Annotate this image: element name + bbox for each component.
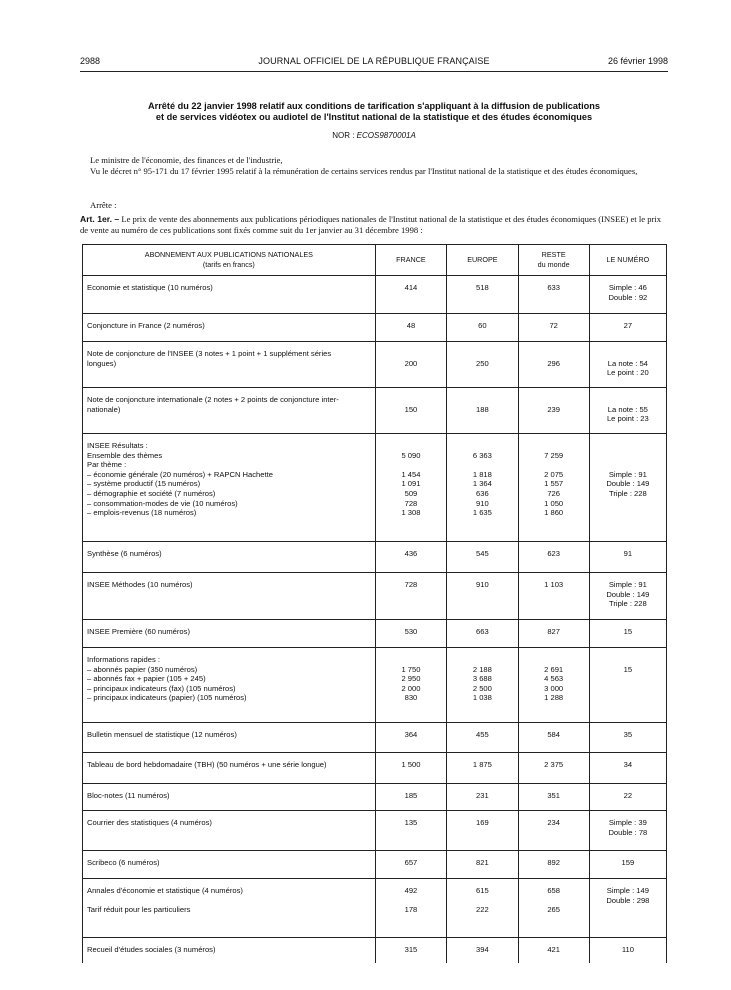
publication-line: Conjoncture in France (2 numéros) [87,321,205,330]
table-header-row [83,245,667,276]
europe-price-cell [447,542,518,573]
numero-price-line: Triple : 228 [609,488,647,498]
publication-cell [83,851,376,879]
reste-price-line: 623 [547,549,560,558]
numero-price-cell [589,314,666,342]
header-reste [518,245,589,276]
numero-price-line: Double : 149 [606,479,650,489]
article-label: Art. 1er. – [80,214,120,224]
france-price-cell [375,879,446,938]
reste-price-cell [518,648,589,723]
france-price-line: 178 [404,905,418,915]
france-price-cell [375,723,446,753]
europe-price-line: 545 [476,549,489,558]
numero-price-line [594,693,662,703]
publication-line: Informations rapides : [87,655,161,664]
numero-price-cell [589,753,666,784]
publication-line: Bloc-notes (11 numéros) [87,791,170,800]
publication-line: – système productif (15 numéros) [87,479,201,489]
header-publications-title: ABONNEMENT AUX PUBLICATIONS NATIONALES [144,250,313,260]
numero-price-cell [589,573,666,620]
reste-price-line: 2 375 [544,760,564,769]
reste-price-line [523,896,585,906]
reste-price-line [523,441,585,451]
reste-price-cell [518,811,589,851]
decree-title-line-1: Arrêté du 22 janvier 1998 relatif aux conditions de tarification s'appliquant à la diffusion de publications [148,101,600,111]
numero-price-cell [589,620,666,648]
reste-price-cell [518,753,589,784]
europe-price-cell [447,620,518,648]
reste-price-cell [518,434,589,542]
france-price-cell [375,342,446,388]
france-price-line: 364 [404,730,418,739]
numero-price-line: 159 [621,858,635,867]
europe-price-line: 663 [476,627,489,636]
publication-line: Recueil d'études sociales (3 numéros) [87,945,216,954]
france-price-cell [375,753,446,784]
france-price-line: 150 [404,404,418,414]
europe-price-line: 2 500 [472,683,492,693]
reste-price-line [523,395,585,405]
europe-price-line: 231 [476,791,489,800]
numero-price-line [594,684,662,694]
reste-price-line: 3 000 [544,683,564,693]
numero-price-line: 27 [623,321,633,330]
reste-price-cell [518,314,589,342]
publication-line: nationale) [87,404,121,414]
europe-price-line [451,460,513,470]
publication-line: – emplois-revenus (18 numéros) [87,508,197,518]
europe-price-cell [447,879,518,938]
europe-price-cell [447,753,518,784]
numero-price-cell [589,851,666,879]
europe-price-line: 1 364 [472,479,492,489]
reste-price-line: 827 [547,627,560,636]
france-price-cell [375,388,446,434]
table-row [83,388,667,434]
numero-price-cell [589,723,666,753]
europe-price-cell [447,434,518,542]
publication-cell [83,542,376,573]
numero-price-line: Simple : 46 [608,283,647,292]
header-rule [80,71,668,72]
europe-price-cell [447,573,518,620]
reste-price-line: 234 [547,818,560,827]
france-price-cell [375,573,446,620]
publication-line: Scribeco (6 numéros) [87,858,160,867]
france-price-cell [375,811,446,851]
publication-line: Economie et statistique (10 numéros) [87,283,213,292]
nor-code: ECOS9870001A [356,131,416,140]
reste-price-line [523,655,585,665]
publication-line: Note de conjoncture internationale (2 notes + 2 points de conjoncture inter- [87,395,339,404]
reste-price-line: 72 [549,321,558,330]
reste-price-line: 1 860 [544,508,564,518]
reste-price-cell [518,573,589,620]
europe-price-line: 222 [476,905,489,915]
numero-price-line [594,674,662,684]
numero-price-line: Triple : 228 [609,599,647,609]
europe-price-line: 518 [476,283,489,292]
reste-price-line: 892 [547,858,560,867]
france-price-line: 657 [404,858,418,867]
reste-price-line [523,460,585,470]
europe-price-line [451,655,513,665]
table-row [83,879,667,938]
europe-price-cell [447,648,518,723]
reste-price-line: 351 [547,791,560,800]
table-row [83,620,667,648]
numero-price-line: Double : 298 [606,895,650,905]
europe-price-line: 1 875 [472,760,492,769]
europe-price-line [451,349,513,359]
europe-price-line: 394 [476,945,489,954]
france-price-line [380,349,442,359]
reste-price-cell [518,276,589,314]
numero-price-cell [589,342,666,388]
numero-price-line: Double : 149 [606,589,650,599]
numero-price-cell [589,879,666,938]
europe-price-cell [447,723,518,753]
paragraph-decree: Vu le décret n° 95-171 du 17 février 1995 relatif à la rémunération de certains services rendus par l'Institut national de la statistique et des études économiques, [90,166,638,176]
header-reste-line-1: RESTE [541,250,566,260]
numero-price-cell [589,811,666,851]
reste-price-cell [518,851,589,879]
header-publications-unit: (tarifs en francs) [202,260,255,269]
publication-cell [83,342,376,388]
header-europe: EUROPE [447,245,518,276]
publication-line: Ensemble des thèmes [87,450,163,460]
france-price-line: 315 [404,945,418,954]
europe-price-line: 615 [476,886,489,895]
paragraph-arrete: Arrête : [90,200,117,210]
france-price-line [380,460,442,470]
reste-price-line: 239 [547,404,560,414]
france-price-line [380,395,442,405]
table-row [83,938,667,964]
france-price-cell [375,434,446,542]
numero-price-line: Double : 78 [608,827,648,837]
table-row [83,542,667,573]
reste-price-line: 2 691 [544,664,564,674]
europe-price-line: 2 188 [472,664,492,674]
publication-cell [83,879,376,938]
france-price-line: 200 [404,358,418,368]
article-text: Le prix de vente des abonnements aux publications périodiques nationales de l'Institut national de la statistique et des études économiques (INSEE) et le prix de vente au numéro de ces publications sont fixés comme suit du 1er janvier au 31 décembre 1998 : [80,214,662,235]
numero-price-cell [589,276,666,314]
france-price-line [380,896,442,906]
france-price-line: 1 750 [401,664,421,674]
table-row [83,314,667,342]
france-price-line [380,441,442,451]
numero-price-line: 34 [623,760,633,769]
numero-price-line [594,349,662,359]
numero-price-cell [589,784,666,811]
numero-price-line: 91 [623,549,633,558]
numero-price-line: Double : 92 [608,292,648,302]
paragraph-article-1 [80,214,668,236]
publication-line: Courrier des statistiques (4 numéros) [87,818,212,827]
reste-price-cell [518,723,589,753]
publication-line: Par thème : [87,460,127,470]
reste-price-line: 658 [547,886,560,895]
reste-price-cell [518,388,589,434]
europe-price-line: 188 [476,404,489,414]
france-price-line: 728 [404,498,418,508]
publication-line: – consommation-modes de vie (10 numéros) [87,498,238,508]
publication-line: – abonnés fax + papier (105 + 245) [87,674,206,684]
europe-price-cell [447,938,518,964]
reste-price-line: 296 [547,358,560,368]
reste-price-line: 4 563 [544,674,564,684]
publication-line: INSEE Résultats : [87,441,148,450]
publication-line: Synthèse (6 numéros) [87,549,162,558]
reste-price-line: 633 [547,283,560,292]
publication-cell [83,753,376,784]
table-row [83,434,667,542]
reste-price-line: 7 259 [544,450,564,460]
table-row [83,851,667,879]
reste-price-line: 2 075 [544,469,564,479]
reste-price-line: 584 [547,730,560,739]
numero-price-line: Simple : 39 [608,818,647,827]
reste-price-line: 1 103 [544,580,564,589]
france-price-line: 492 [404,886,418,895]
nor-reference [80,131,668,140]
europe-price-line: 1 038 [472,693,492,703]
numero-price-cell [589,648,666,723]
publication-cell [83,620,376,648]
table-row [83,811,667,851]
numero-price-line: La note : 54 [607,358,648,368]
table-row [83,342,667,388]
europe-price-line: 3 688 [472,674,492,684]
numero-price-line: La note : 55 [607,404,648,414]
europe-price-line: 60 [478,321,487,330]
reste-price-line: 1 557 [544,479,564,489]
numero-price-line [594,499,662,509]
europe-price-line: 1 635 [472,508,492,518]
europe-price-cell [447,276,518,314]
publication-line: – principaux indicateurs (papier) (105 numéros) [87,693,247,703]
numero-price-line: Simple : 91 [608,469,647,479]
france-price-cell [375,648,446,723]
table-row [83,573,667,620]
france-price-line: 2 950 [401,674,421,684]
europe-price-cell [447,811,518,851]
numero-price-line [594,508,662,518]
publication-line: INSEE Première (60 numéros) [87,627,190,636]
table-body [83,276,667,964]
europe-price-line: 910 [476,498,489,508]
reste-price-cell [518,620,589,648]
numero-price-line: Simple : 149 [606,886,649,895]
numero-price-line [594,395,662,405]
reste-price-cell [518,938,589,964]
publication-line: INSEE Méthodes (10 numéros) [87,580,193,589]
numero-price-line: Le point : 20 [606,368,649,378]
journal-title: JOURNAL OFFICIEL DE LA RÉPUBLIQUE FRANÇAISE [258,56,490,66]
publication-cell [83,434,376,542]
decree-title [80,101,668,123]
numero-price-cell [589,434,666,542]
france-price-line: 1 308 [401,508,421,518]
publication-line: – principaux indicateurs (fax) (105 numéros) [87,683,236,693]
publication-line: – économie générale (20 numéros) + RAPCN Hachette [87,469,273,479]
reste-price-line: 421 [547,945,560,954]
reste-price-line: 726 [547,488,560,498]
publication-line: – abonnés papier (350 numéros) [87,664,198,674]
page-header [80,56,668,70]
europe-price-line [451,896,513,906]
decree-title-line-2: et de services vidéotex ou audiotel de l'Institut national de la statistique et des études économiques [155,112,593,122]
europe-price-line [451,395,513,405]
numero-price-line [594,460,662,470]
publication-line: longues) [87,358,117,368]
numero-price-line: 15 [623,627,633,636]
publication-line: Note de conjoncture de l'INSEE (3 notes + 1 point + 1 supplément séries [87,349,332,358]
france-price-line: 509 [404,488,418,498]
price-table [82,244,667,963]
france-price-line: 2 000 [401,683,421,693]
europe-price-cell [447,388,518,434]
publication-date: 26 février 1998 [607,56,668,66]
header-publications [83,245,376,276]
europe-price-cell [447,342,518,388]
france-price-line: 48 [406,321,416,330]
france-price-line: 436 [404,549,418,558]
france-price-cell [375,314,446,342]
table-row [83,723,667,753]
france-price-line: 414 [404,283,418,292]
europe-price-cell [447,314,518,342]
europe-price-line: 636 [476,488,489,498]
france-price-line [380,655,442,665]
reste-price-line: 1 050 [544,498,564,508]
europe-price-line: 6 363 [472,450,492,460]
numero-price-line: 15 [623,664,633,674]
publication-cell [83,314,376,342]
reste-price-line: 265 [547,905,560,915]
publication-cell [83,388,376,434]
publication-line: Annales d'économie et statistique (4 numéros) [87,886,243,895]
publication-cell [83,573,376,620]
numero-price-line [594,441,662,451]
france-price-line: 830 [404,693,418,703]
table-row [83,648,667,723]
paragraph-minister: Le ministre de l'économie, des finances et de l'industrie, [90,155,283,165]
france-price-cell [375,851,446,879]
reste-price-cell [518,879,589,938]
publication-cell [83,276,376,314]
france-price-line: 135 [404,818,418,827]
publication-line: Tableau de bord hebdomadaire (TBH) (50 numéros + une série longue) [87,760,327,769]
france-price-line: 1 500 [401,760,421,769]
france-price-cell [375,542,446,573]
france-price-line: 530 [404,627,418,636]
france-price-cell [375,276,446,314]
france-price-cell [375,938,446,964]
publication-cell [83,648,376,723]
europe-price-cell [447,851,518,879]
publication-line: Tarif réduit pour les particuliers [87,905,191,915]
publication-line: Bulletin mensuel de statistique (12 numéros) [87,730,237,739]
numero-price-line [594,655,662,665]
publication-cell [83,811,376,851]
header-france: FRANCE [375,245,446,276]
europe-price-line: 821 [476,858,489,867]
france-price-line: 5 090 [401,450,421,460]
europe-price-cell [447,784,518,811]
publication-cell [83,784,376,811]
numero-price-line: Simple : 91 [608,580,647,589]
reste-price-line [523,349,585,359]
numero-price-cell [589,388,666,434]
france-price-line: 1 454 [401,469,421,479]
europe-price-line: 455 [476,730,489,739]
numero-price-cell [589,542,666,573]
table-row [83,753,667,784]
header-reste-line-2: du monde [537,260,570,269]
europe-price-line: 250 [476,358,489,368]
france-price-cell [375,784,446,811]
europe-price-line: 910 [476,580,489,589]
publication-cell [83,723,376,753]
numero-price-line: 22 [623,791,633,800]
france-price-line: 185 [404,791,418,800]
numero-price-line: 110 [621,945,634,954]
numero-price-line [594,451,662,461]
numero-price-line: Le point : 23 [606,414,649,424]
table-row [83,784,667,811]
reste-price-cell [518,784,589,811]
publication-cell [83,938,376,964]
numero-price-line [594,905,662,915]
nor-label: NOR : [332,131,355,140]
europe-price-line: 169 [476,818,489,827]
france-price-line: 728 [404,580,418,589]
reste-price-line: 1 288 [544,693,564,703]
publication-line [87,896,371,906]
table-row [83,276,667,314]
page-number: 2988 [80,56,101,66]
france-price-cell [375,620,446,648]
reste-price-cell [518,542,589,573]
europe-price-line [451,441,513,451]
header-numero: LE NUMÉRO [589,245,666,276]
reste-price-cell [518,342,589,388]
europe-price-line: 1 818 [472,469,492,479]
numero-price-line: 35 [623,730,633,739]
france-price-line: 1 091 [401,479,421,489]
numero-price-cell [589,938,666,964]
publication-line: – démographie et société (7 numéros) [87,488,216,498]
